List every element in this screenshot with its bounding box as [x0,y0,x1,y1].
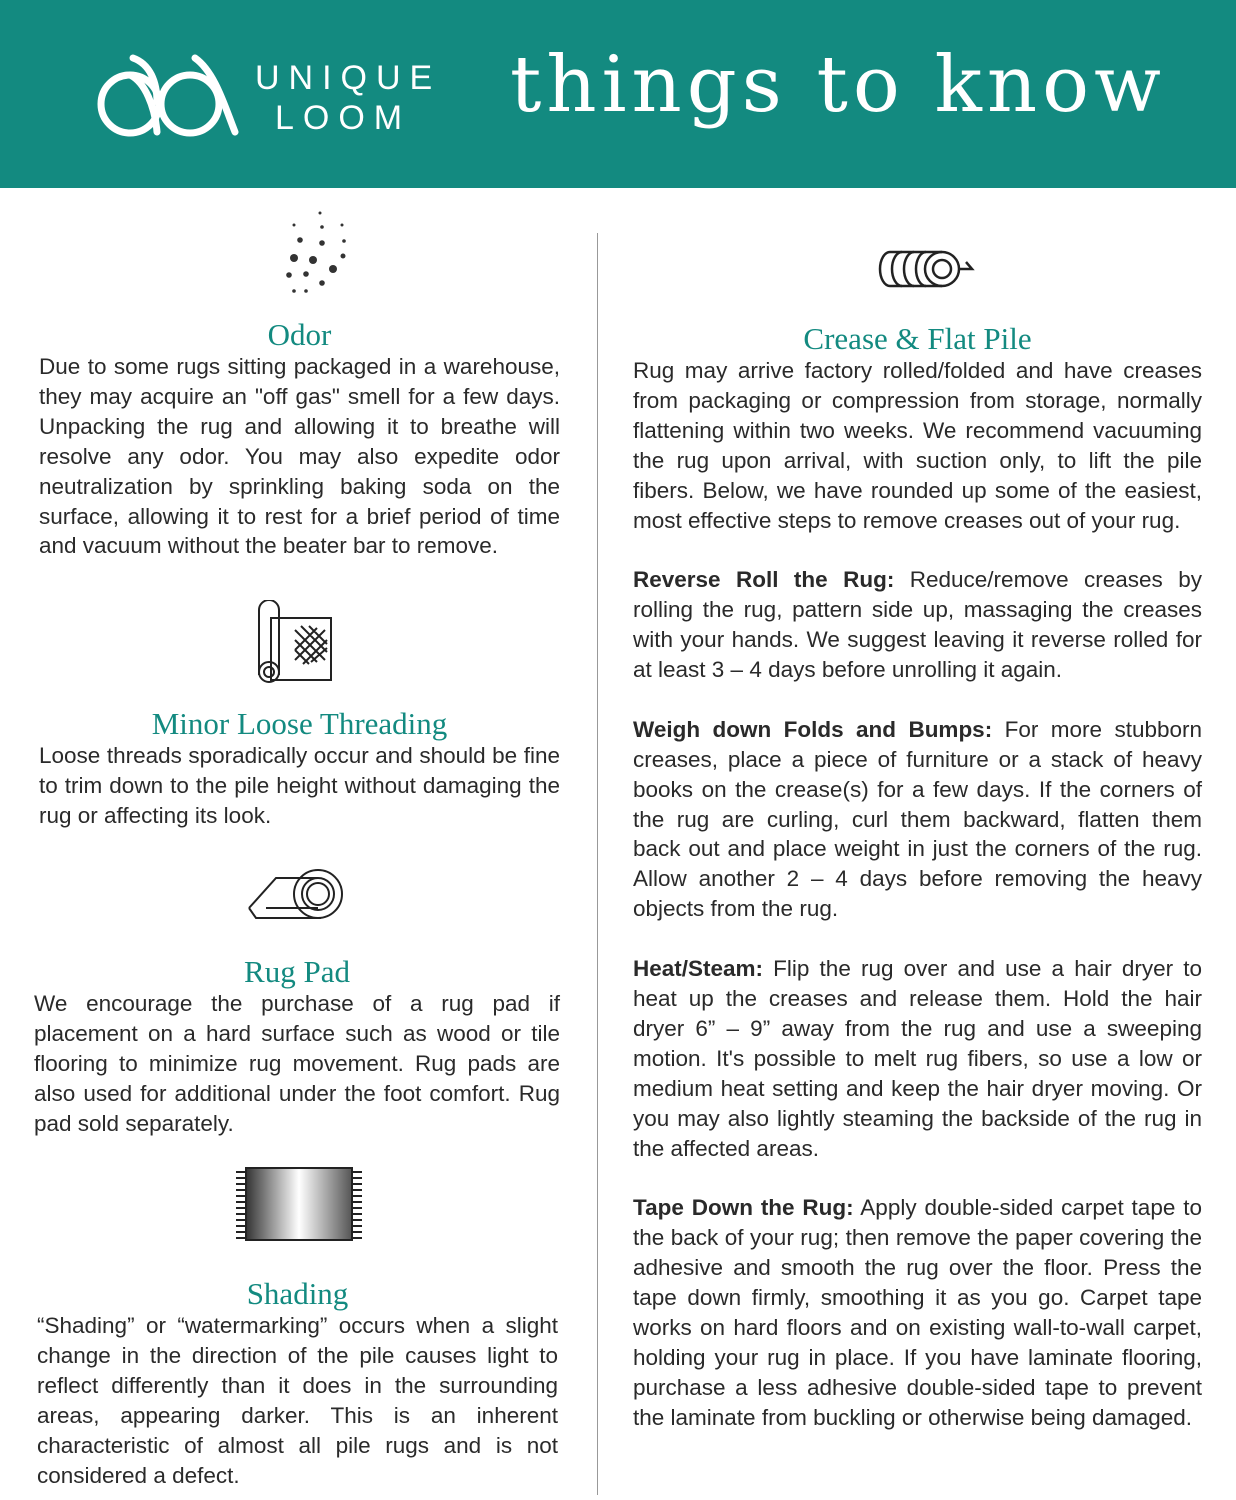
step-weigh-down [633,715,1202,924]
section-heading: Rug Pad [244,954,350,989]
section-text: Due to some rugs sitting packaged in a warehouse, they may acquire an "off gas" smell for a few days. Unpacking the rug and allowing it to breathe will resolve any odor. You may also expedite odor neutralization by sprinkling baking soda on the surface, allowing it to rest for a brief period of time and vacuum without the beater bar to remove. [39,354,560,559]
section-heading: Minor Loose Threading [151,706,448,741]
section-text: We encourage the purchase of a rug pad if placement on a hard surface such as wood or tile flooring to minimize rug movement. Rug pads are also used for additional under the foot comfort. Rug pad sold separately. [34,991,560,1136]
step-text: For more stubborn creases, place a piece of furniture or a stack of heavy books on the crease(s) for a few days. If the corners of the rug are curling, curl them backward, flatten them back out and place weight in just the corners of the rug. Allow another 2 – 4 days before removing the heavy objects from the rug. [633,716,1202,922]
section-heading: Shading [246,1276,349,1311]
step-tape-down [633,1193,1202,1432]
section-rug-pad [34,955,560,1139]
step-text: Flip the rug over and use a hair dryer to heat up the creases and release them. Hold the hair dryer 6” – 9” away from the rug and use a sweeping motion. It's possible to melt rug fibers, so use a low or medium heat setting and keep the hair dryer moving. Or you may also lightly steaming the backside of the rug in the affected areas. [633,956,1202,1161]
section-crease-flat-pile [633,322,1202,1433]
brand-line-1: UNIQUE [255,59,442,97]
unique-loom-logo-icon [95,52,240,138]
section-intro: Rug may arrive factory rolled/folded and have creases from packaging or compression from storage, normally flattening within two weeks. We recommend vacuuming the rug upon arrival, with suction only, to lift the pile fibers. Below, we have rounded up some of the easiest, most effective steps to remove creases out of your rug. [633,358,1202,533]
dots-icon [280,208,350,298]
section-shading [37,1277,558,1490]
shaded-rug-icon [234,1166,364,1242]
column-divider [597,233,598,1495]
step-text: Reduce/remove creases by rolling the rug, pattern side up, massaging the creases with your hands. We suggest leaving it reverse rolled for at least 3 – 4 days before unrolling it again. [633,567,1202,683]
page-title: things to know [510,40,1166,130]
section-text: Loose threads sporadically occur and should be fine to trim down to the pile height without damaging the rug or affecting its look. [39,743,560,828]
rug-thread-icon [255,600,340,685]
step-label: Tape Down the Rug: [633,1195,854,1221]
section-heading: Crease & Flat Pile [803,321,1032,356]
step-label: Heat/Steam: [633,956,764,982]
rolled-pad-icon [246,866,346,926]
rolled-rug-icon [870,248,975,290]
section-text: “Shading” or “watermarking” occurs when a slight change in the direction of the pile causes light to reflect differently than it does in the surrounding areas, appearing darker. This is an inherent characteristic of almost all pile rugs and is not considered a defect. [37,1313,558,1488]
step-heat-steam [633,954,1202,1163]
step-label: Reverse Roll the Rug: [633,567,895,593]
step-label: Weigh down Folds and Bumps: [633,716,993,742]
section-odor [39,318,560,561]
header-banner [0,0,1236,188]
brand-name [255,58,441,138]
brand-line-2: LOOM [275,99,412,137]
step-text: Apply double-sided carpet tape to the back of your rug; then remove the paper covering the adhesive and smooth the rug over the floor. Press the tape down firmly, smoothing it as you go. Carpet tape works on hard floors and on existing wall-to-wall carpet, holding your rug in place. If you have laminate flooring, purchase a less adhesive double-sided tape to prevent the laminate from buckling or otherwise being damaged. [633,1195,1202,1430]
step-reverse-roll [633,565,1202,685]
section-minor-loose-threading [39,707,560,831]
section-heading: Odor [267,317,332,352]
